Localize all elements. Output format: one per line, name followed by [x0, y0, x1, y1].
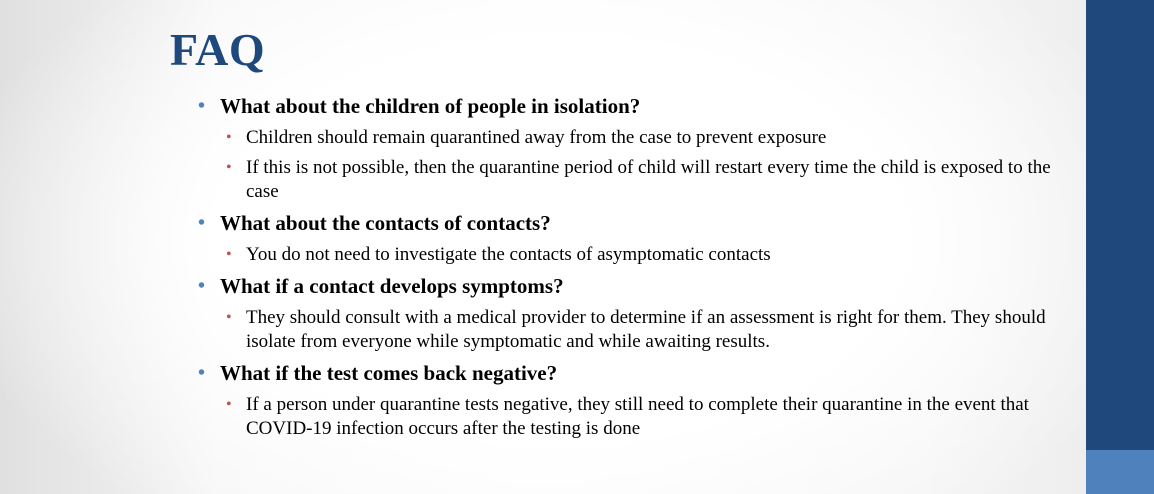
bullet-icon: •	[226, 309, 232, 326]
faq-answer	[196, 393, 1076, 441]
answer-text: You do not need to investigate the contacts of asymptomatic contacts	[246, 244, 771, 265]
side-bar	[1086, 0, 1154, 450]
faq-answer	[196, 126, 1076, 150]
faq-question	[196, 92, 1076, 120]
bullet-icon: •	[226, 159, 232, 176]
bullet-icon: •	[226, 396, 232, 413]
bullet-icon: •	[198, 275, 206, 297]
question-text: What about the contacts of contacts?	[220, 211, 551, 235]
answer-text: They should consult with a medical provider to determine if an assessment is right for them. They should isolate from everyone while symptomatic and while awaiting results.	[246, 307, 1046, 352]
question-text: What if the test comes back negative?	[220, 361, 558, 385]
answer-text: Children should remain quarantined away from the case to prevent exposure	[246, 127, 827, 148]
question-text: What about the children of people in isolation?	[220, 94, 641, 118]
slide-title: FAQ	[170, 24, 266, 75]
bullet-icon: •	[198, 95, 206, 117]
faq-answer	[196, 243, 1076, 267]
answer-text: If a person under quarantine tests negative, they still need to complete their quarantine in the event that COVID-19 infection occurs after the testing is done	[246, 394, 1029, 439]
faq-list	[196, 92, 1076, 441]
bullet-icon: •	[226, 246, 232, 263]
bullet-icon: •	[226, 129, 232, 146]
question-text: What if a contact develops symptoms?	[220, 274, 564, 298]
answer-text: If this is not possible, then the quarantine period of child will restart every time the child is exposed to the case	[246, 157, 1051, 202]
faq-question	[196, 272, 1076, 300]
faq-question	[196, 359, 1076, 387]
side-bar-accent	[1086, 450, 1154, 494]
bullet-icon: •	[198, 362, 206, 384]
faq-answer	[196, 156, 1076, 204]
faq-answer	[196, 306, 1076, 354]
faq-question	[196, 209, 1076, 237]
bullet-icon: •	[198, 212, 206, 234]
